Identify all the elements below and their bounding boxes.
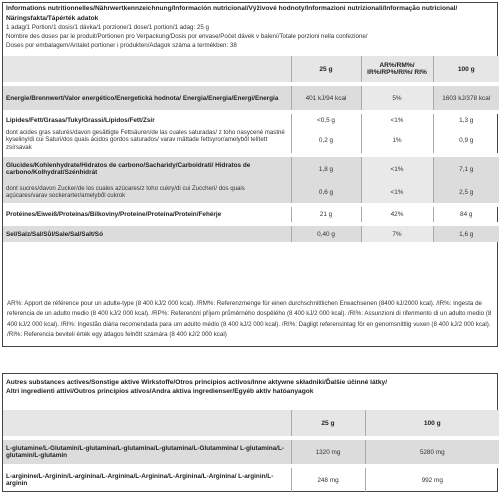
- table-row: [3, 157, 499, 181]
- glutamine-100g: 5280 mg: [365, 440, 499, 464]
- carbohydrate-ri: <1%: [361, 157, 433, 181]
- fat-25g: <0,5 g: [291, 114, 361, 127]
- actives-title-line1: Autres substances actives/Sonstige aktive Wirkstoffe/Otros principios activos/Inne aktywne składniki/Ďalšie účinné látky/: [6, 379, 388, 386]
- table-row: [3, 207, 499, 222]
- sugars-25g: 0,6 g: [291, 181, 361, 203]
- row-label-protein: Protéines/Eiweiß/Proteínas/Bílkoviny/Proteine/Proteína/Protein/Fehérje: [6, 211, 222, 218]
- salt-ri: 7%: [361, 226, 433, 242]
- energy-25g: 401 kJ/94 kcal: [291, 86, 361, 110]
- row-label-fat: Lipides/Fett/Grasas/Tuky/Grassi/Lípidos/Fett/Zsír: [6, 117, 155, 124]
- serving-size: 1 adag/1 Portion/1 dosis/1 dávka/1 porzione/1 dose/1 portion/1 adag: 25 g: [6, 24, 209, 31]
- row-label-saturates: dont acides gras saturés/davon gesättigte Fettsäuren/de las cuales saturadas/ z toho nasycené mastné kyseliny/di cui Saturi/dos quais ácidos gordos saturados/ varav mättade fettsyror/amelyből telített zsírsavak: [6, 128, 285, 151]
- actives-table: [3, 410, 499, 492]
- saturates-100g: 0,9 g: [433, 127, 499, 153]
- energy-100g: 1603 kJ/378 kcal: [433, 86, 499, 110]
- row-label-salt: Sel/Salz/Sal/Sůl/Sale/Sal/Salt/Só: [3, 226, 291, 242]
- protein-100g: 84 g: [433, 207, 499, 222]
- row-label-arginine: L-arginine/L-Arginin/L-arginina/L-Arginina/L-Arginina/L-Arginina/L-Arginina/ L-arginin/L-arginin: [6, 473, 274, 487]
- glutamine-25g: 1320 mg: [291, 440, 365, 464]
- table-row: [3, 114, 499, 127]
- col-25g: 25 g: [291, 56, 361, 82]
- sugars-ri: <1%: [361, 181, 433, 203]
- saturates-ri: 1%: [361, 127, 433, 153]
- salt-100g: 1,6 g: [433, 226, 499, 242]
- servings-line1: Nombre des doses par le produit/Portionen pro Verpackung/Dosis por envase/Počet dávek v balení/Totale porzioni nella confezione/: [6, 33, 368, 40]
- actives-title-line2: Altri ingredienti attivi/Outros princípios ativos/Andra aktiva ingredienser/Egyéb aktív hatóanyagok: [6, 388, 314, 395]
- table-row: [3, 127, 499, 153]
- sugars-100g: 2,5 g: [433, 181, 499, 203]
- table-row: [3, 226, 499, 242]
- table-header-row: [3, 56, 499, 82]
- fat-100g: 1,3 g: [433, 114, 499, 127]
- energy-ri: 5%: [361, 86, 433, 110]
- row-label-carbohydrate: Glucides/Kohlenhydrate/Hidratos de carbono/Sacharidy/Carboidrati/ Hidratos de carbono/Kolhydrat/Szénhidrát: [3, 157, 291, 181]
- row-label-sugars: dont sucres/davon Zucker/de los cuales azúcares/z toho cukry/di cui Zuccheri/ dos quais açúcares/varav sockerarter/amelyből cukrok: [3, 181, 291, 203]
- saturates-25g: 0,2 g: [291, 127, 361, 153]
- actives-col-25g: 25 g: [291, 410, 365, 436]
- reference-intake-footnote: AR%: Apport de référence pour un adulte-type (8 400 kJ/2 000 kcal). /RM%: Referenzmenge für einen durchschnittlichen Erwachsenen (8400 kJ/2000 kcal). /IR%: Ingesta de referencia de un adulto medio (8 400 kJ/2 000 kcal). /RP%: Referenční příjem průměrného dospělého (8 400 kJ/2 000 kcal). /RI%: Assunzioni di riferimento di un adulto medio (8 400 kJ/2 000 kcal). /RI%: Ingestão diária recomendada para um adulto médio (8 400 kJ/2 000 kcal). /RI%: Dagligt referensintag för en genomsnittlig vuxen (8 400 kJ/2 000 kcal). /RI%: Referencia beviteli érték egy átlagos felnőtt számára (8 400 kJ/2 000 kcal): [7, 300, 492, 338]
- protein-25g: 21 g: [291, 207, 361, 222]
- table-row: [3, 181, 499, 203]
- nutrition-panel: [2, 2, 498, 347]
- panel-title-line2: Näringsfakta/Tápérték adatok: [6, 15, 99, 22]
- table-row: [3, 440, 499, 464]
- row-label-energy: Energie/Brennwert/Valor energético/Energetická hodnota/ Energia/Energia/Energi/Energia: [3, 86, 291, 110]
- actives-header-row: [3, 410, 499, 436]
- arginine-25g: 248 mg: [291, 468, 365, 492]
- arginine-100g: 992 mg: [365, 468, 499, 492]
- actives-col-100g: 100 g: [365, 410, 499, 436]
- row-label-glutamine: L-glutamine/L-Glutamin/L-glutamina/L-glutamina/L-glutamina/L-Glutammina/ L-glutamina/L-glutamin/L-glutamin: [3, 440, 291, 464]
- carbohydrate-25g: 1,8 g: [291, 157, 361, 181]
- table-row: [3, 468, 499, 492]
- other-actives-panel: [2, 373, 498, 492]
- servings-line2: Doses por embalagem/Antalet portioner i produkten/Adagok száma a termékben: 38: [6, 42, 237, 49]
- table-row: [3, 86, 499, 110]
- panel-title-line1: Informations nutritionnelles/Nährwertkennzeichnung/Información nutricional/Výživové hodnoty/Informazioni nutrizionali/Informação nutricional/: [6, 5, 458, 12]
- fat-ri: <1%: [361, 114, 433, 127]
- carbohydrate-100g: 7,1 g: [433, 157, 499, 181]
- protein-ri: 42%: [361, 207, 433, 222]
- col-ri-percent: AR%/RM%/ IR%/RP%/RI%/ RI%: [361, 56, 433, 82]
- col-100g: 100 g: [433, 56, 499, 82]
- nutrition-table: [3, 56, 499, 242]
- salt-25g: 0,40 g: [291, 226, 361, 242]
